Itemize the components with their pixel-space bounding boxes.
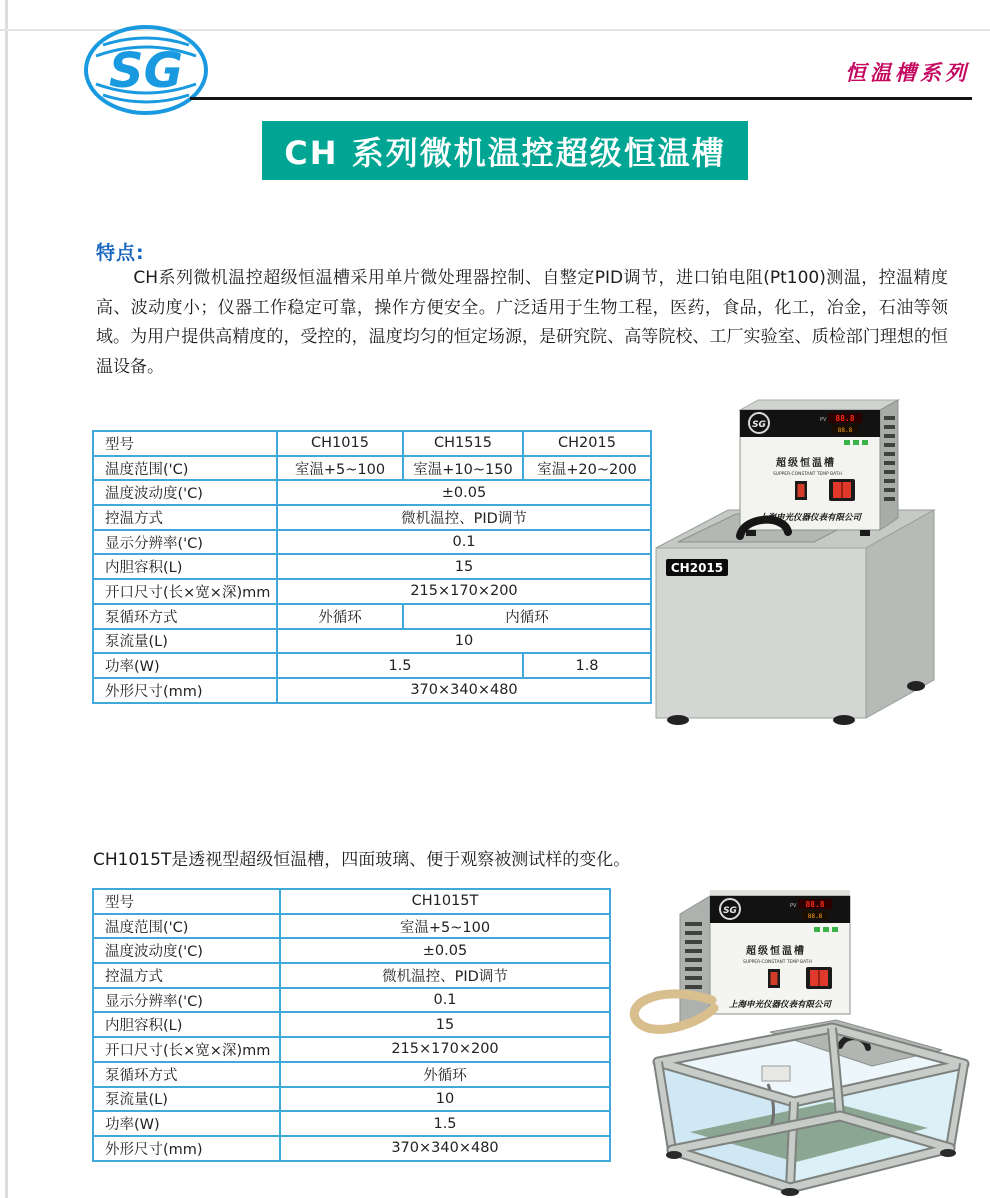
spec-value-cell: CH2015: [523, 431, 651, 456]
led-pv-value: 88.8: [835, 414, 855, 423]
panel-title: 超级恒温槽: [746, 946, 806, 957]
spec-row: [93, 1012, 610, 1037]
spec-value-cell: 内循环: [403, 604, 651, 629]
spec-row: [93, 1037, 610, 1062]
features-paragraph: CH系列微机温控超级恒温槽采用单片微处理器控制、自整定PID调节，进口铂电阻(Pt100)测温，控温精度高、波动度小；仪器工作稳定可靠，操作方便安全。广泛适用于生物工程，医药，食品，化工，冶金，石油等领域。为用户提供高精度的，受控的，温度均匀的恒定场源，是研究院、高等院校、工厂实验室、质检部门理想的恒温设备。: [96, 268, 948, 377]
spec-value-cell: 微机温控、PID调节: [277, 505, 651, 530]
spec-value-cell: 1.5: [280, 1111, 610, 1136]
spec-value-cell: 室温+20~200: [523, 456, 651, 481]
spec-value-cell: 370×340×480: [277, 678, 651, 703]
spec-row: [93, 505, 651, 530]
panel-buttons: [814, 927, 838, 932]
spec-value-cell: CH1015T: [280, 889, 610, 914]
indicator-switch-red: [771, 972, 778, 985]
spec-label-cell: 功率(W): [93, 653, 277, 678]
pv-label: PV: [790, 903, 797, 909]
pump-fitting: [762, 1066, 790, 1081]
panel-buttons: [844, 440, 868, 445]
spec-value-cell: 10: [277, 629, 651, 654]
foot: [667, 715, 689, 725]
product-photo-ch2015: [648, 396, 940, 732]
spec-label-cell: 温度范围('C): [93, 456, 277, 481]
sg-logo-text: SG: [109, 43, 183, 99]
foot: [940, 1149, 956, 1157]
spec-value-cell: 15: [280, 1012, 610, 1037]
company-name: 上海申光仪器仪表有限公司: [758, 513, 862, 523]
spec-row: [93, 889, 610, 914]
spec-row: [93, 530, 651, 555]
spec-label-cell: 泵循环方式: [93, 1062, 280, 1087]
spec-label-cell: 温度波动度('C): [93, 480, 277, 505]
scan-edge-left: [5, 0, 8, 1198]
spec-row: [93, 1136, 610, 1161]
spec-value-cell: 室温+5~100: [280, 914, 610, 939]
spec-row: [93, 653, 651, 678]
spec-value-cell: CH1015: [277, 431, 403, 456]
spec-label-cell: 开口尺寸(长×宽×深)mm: [93, 1037, 280, 1062]
head-top: [740, 400, 898, 410]
spec-value-cell: 1.5: [277, 653, 523, 678]
panel-subtitle: SUPPER-CONSTANT TEMP BATH: [743, 960, 812, 965]
spec-label-cell: 控温方式: [93, 963, 280, 988]
spec-row: [93, 1062, 610, 1087]
spec-value-cell: 1.8: [523, 653, 651, 678]
spec-row: [93, 554, 651, 579]
indicator-switch-red: [798, 484, 805, 497]
spec-row: [93, 431, 651, 456]
foot: [833, 715, 855, 725]
features-heading: 特点:: [96, 242, 145, 264]
spec-value-cell: 370×340×480: [280, 1136, 610, 1161]
spec-value-cell: 室温+5~100: [277, 456, 403, 481]
spec-label-cell: 显示分辨率('C): [93, 988, 280, 1013]
head-foot: [746, 530, 756, 536]
series-label: 恒温槽系列: [845, 60, 970, 85]
spec-label-cell: 型号: [93, 431, 277, 456]
spec-label-cell: 型号: [93, 889, 280, 914]
spec-value-cell: 0.1: [277, 530, 651, 555]
sg-badge-text: SG: [723, 906, 737, 916]
foot: [666, 1151, 682, 1159]
led-pv-value: 88.8: [805, 900, 825, 909]
spec-table-ch1015t: [92, 888, 611, 1162]
spec-row: [93, 604, 651, 629]
spec-row: [93, 914, 610, 939]
spec-row: [93, 480, 651, 505]
spec-label-cell: 温度范围('C): [93, 914, 280, 939]
spec-value-cell: 0.1: [280, 988, 610, 1013]
spec-label-cell: 泵循环方式: [93, 604, 277, 629]
spec-value-cell: 微机温控、PID调节: [280, 963, 610, 988]
head-top: [710, 890, 850, 896]
spec-value-cell: 外循环: [277, 604, 403, 629]
sg-logo: [82, 24, 210, 116]
spec-label-cell: 功率(W): [93, 1111, 280, 1136]
led-sv-value: 88.8: [837, 427, 853, 434]
foot: [781, 1188, 799, 1196]
spec-label-cell: 控温方式: [93, 505, 277, 530]
page-title: CH 系列微机温控超级恒温槽: [262, 121, 748, 180]
spec-value-cell: CH1515: [403, 431, 523, 456]
spec-row: [93, 678, 651, 703]
spec-label-cell: 内胆容积(L): [93, 1012, 280, 1037]
spec-label-cell: 显示分辨率('C): [93, 530, 277, 555]
led-sv-value: 88.8: [807, 913, 823, 920]
spec-table-ch-series: [92, 430, 652, 704]
spec-value-cell: ±0.05: [280, 938, 610, 963]
ch1015t-intro: CH1015T是透视型超级恒温槽，四面玻璃、便于观察被测试样的变化。: [93, 850, 631, 870]
spec-label-cell: 外形尺寸(mm): [93, 678, 277, 703]
product-photo-ch1015t: [618, 870, 990, 1198]
spec-label-cell: 泵流量(L): [93, 629, 277, 654]
spec-row: [93, 1111, 610, 1136]
spec-row: [93, 938, 610, 963]
spec-row: [93, 456, 651, 481]
head-foot: [860, 530, 870, 536]
spec-label-cell: 内胆容积(L): [93, 554, 277, 579]
spec-value-cell: 15: [277, 554, 651, 579]
spec-value-cell: 10: [280, 1087, 610, 1112]
spec-row: [93, 963, 610, 988]
spec-value-cell: 室温+10~150: [403, 456, 523, 481]
spec-value-cell: ±0.05: [277, 480, 651, 505]
spec-row: [93, 629, 651, 654]
spec-value-cell: 外循环: [280, 1062, 610, 1087]
spec-row: [93, 579, 651, 604]
spec-value-cell: 215×170×200: [277, 579, 651, 604]
panel-subtitle: SUPPER-CONSTANT TEMP BATH: [773, 472, 842, 477]
spec-label-cell: 泵流量(L): [93, 1087, 280, 1112]
foot: [907, 681, 925, 691]
spec-label-cell: 开口尺寸(长×宽×深)mm: [93, 579, 277, 604]
sg-badge-text: SG: [752, 420, 766, 430]
panel-title: 超级恒温槽: [776, 458, 836, 469]
model-label: CH2015: [670, 561, 724, 575]
spec-row: [93, 988, 610, 1013]
spec-value-cell: 215×170×200: [280, 1037, 610, 1062]
spec-row: [93, 1087, 610, 1112]
company-name: 上海申光仪器仪表有限公司: [728, 1000, 832, 1010]
pv-label: PV: [820, 417, 827, 423]
spec-label-cell: 温度波动度('C): [93, 938, 280, 963]
spec-label-cell: 外形尺寸(mm): [93, 1136, 280, 1161]
header-rule: [190, 97, 972, 100]
